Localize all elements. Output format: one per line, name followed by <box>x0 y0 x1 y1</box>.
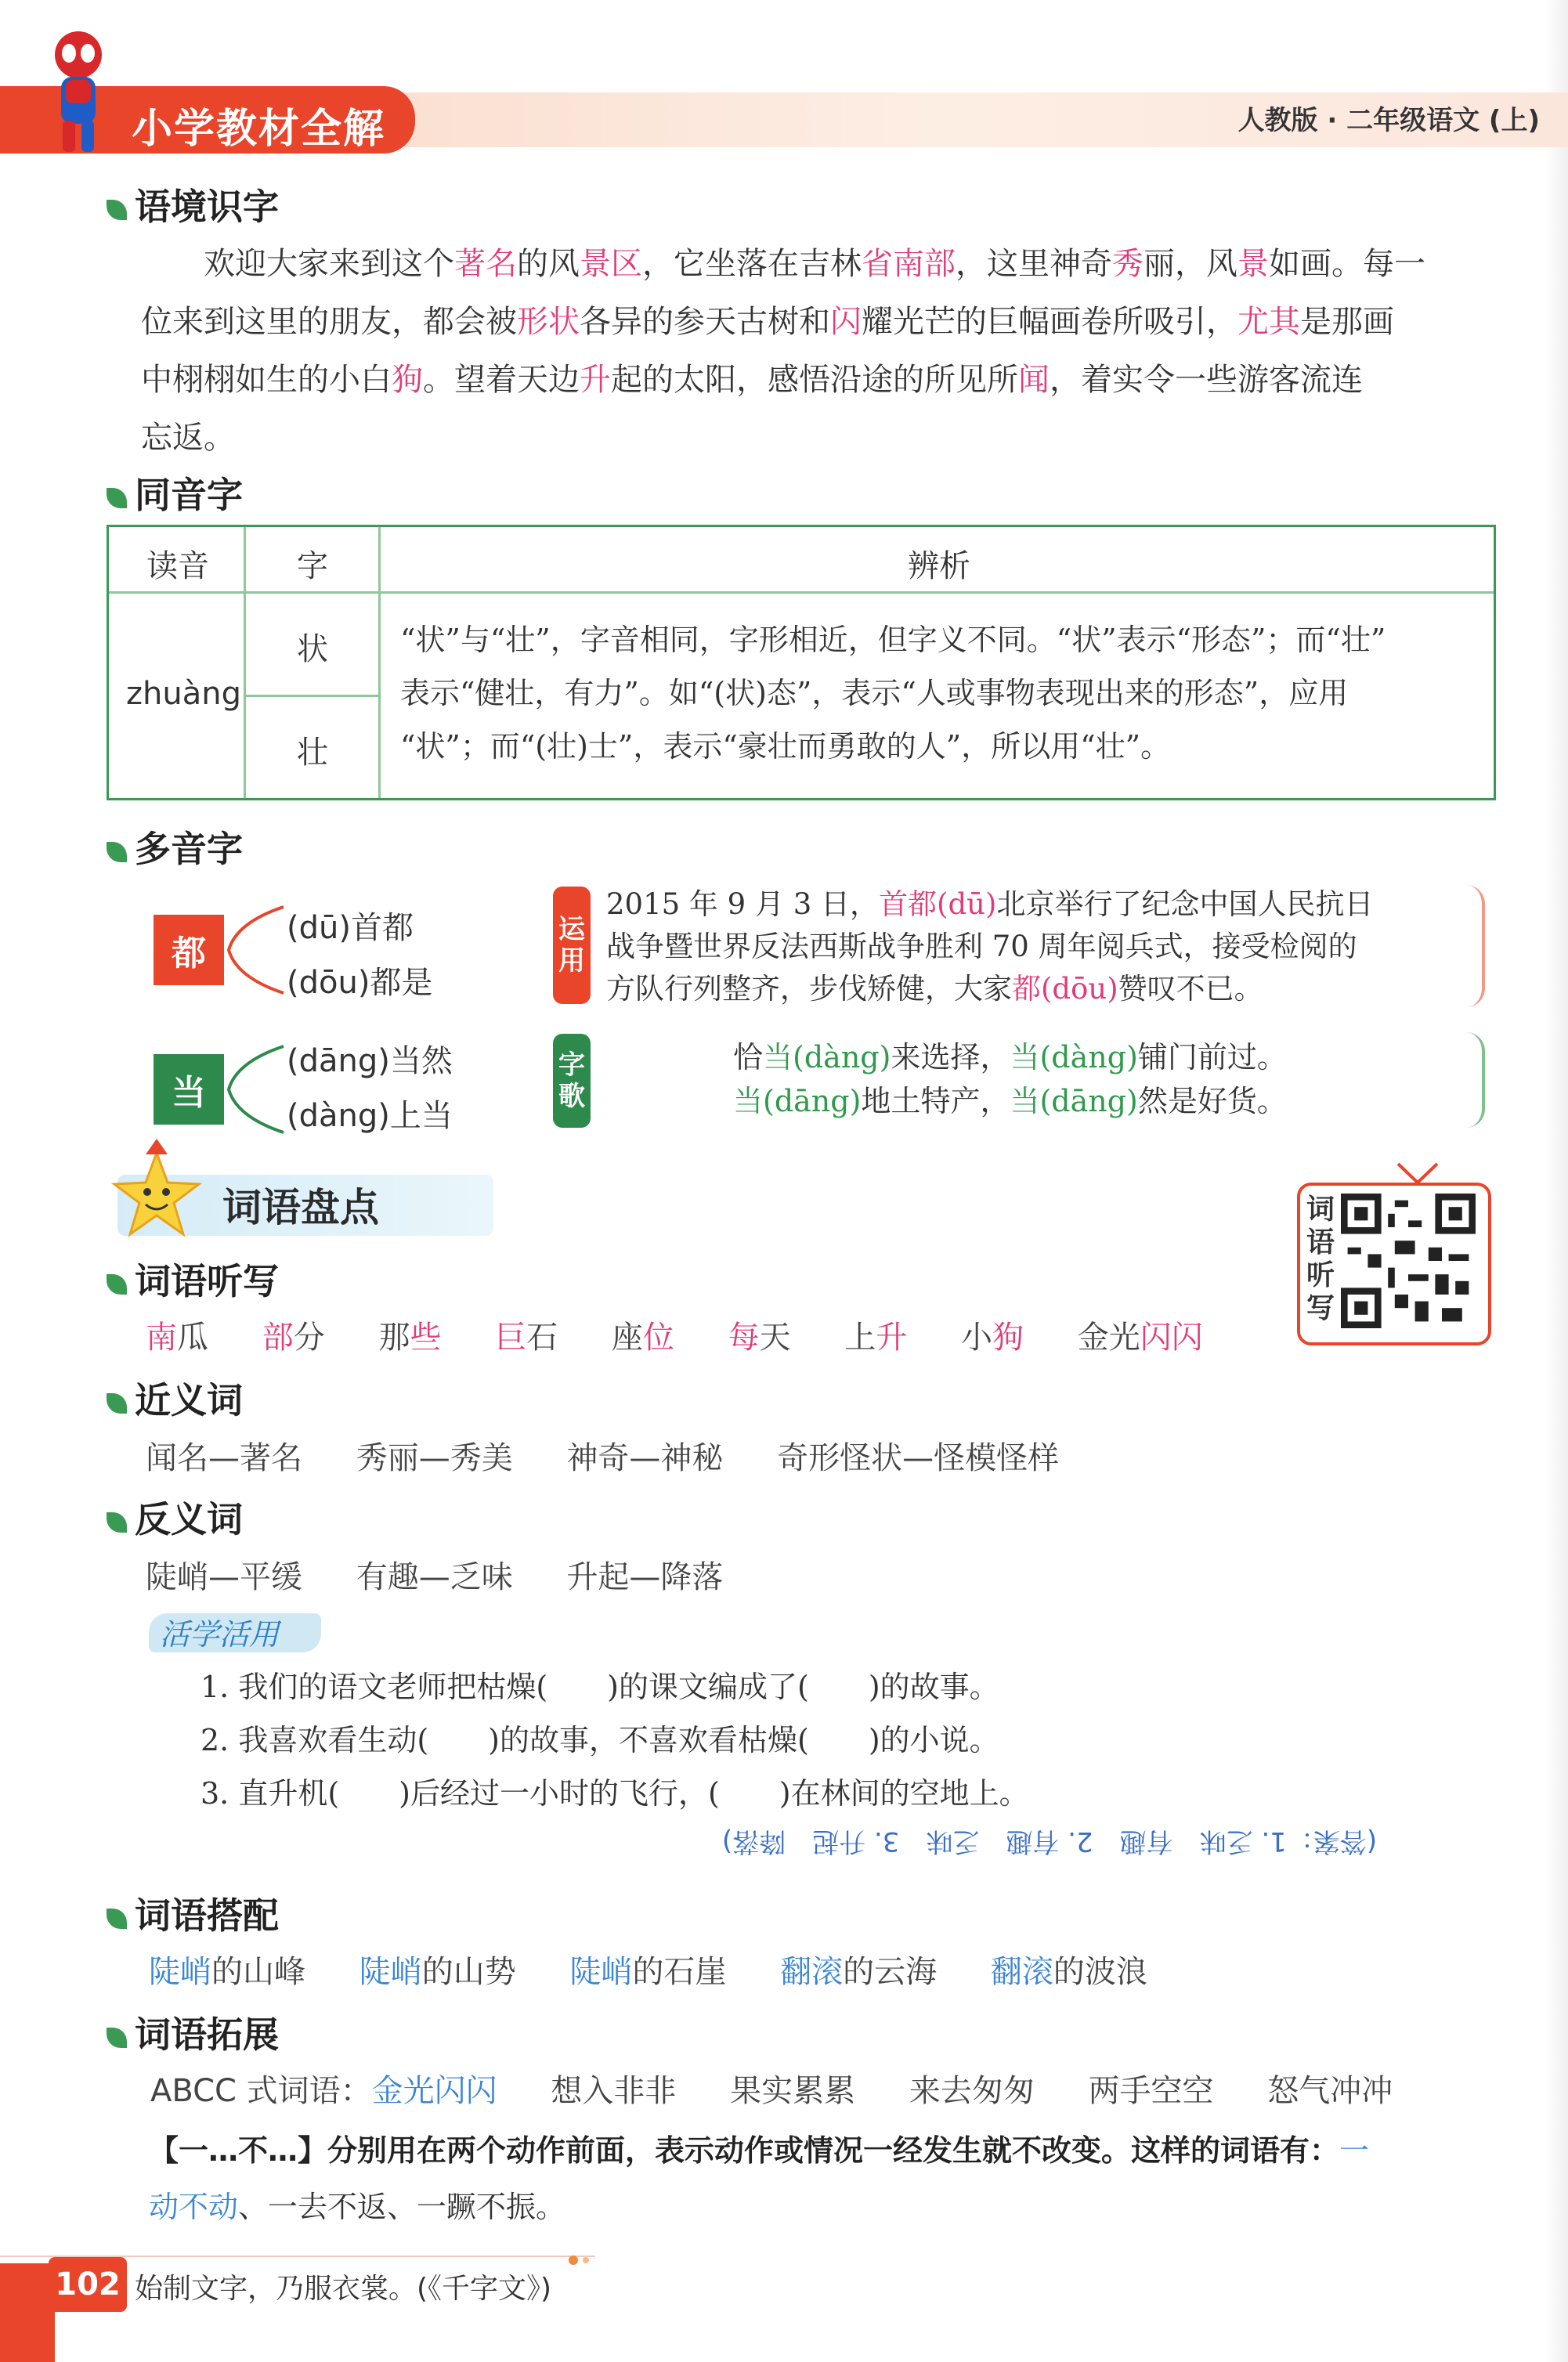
qr-label: 词语听写 <box>1306 1194 1335 1324</box>
synonym-pair: 神奇—神秘 <box>566 1440 724 1476</box>
section-title-polyphone <box>107 821 243 872</box>
context-highlight: 尤其 <box>1237 304 1300 340</box>
abcc-word: 金光闪闪 <box>371 2073 497 2109</box>
footer-dot <box>583 2257 589 2263</box>
note-text: 【一…不…】分别用在两个动作前面，表示动作或情况一经发生就不改变。这样的词语有： <box>149 2133 1340 2168</box>
usage-line: 2015 年 9 月 3 日， <box>606 887 880 921</box>
context-text: 。望着天边 <box>423 362 580 398</box>
analysis-line: “状”；而“(壮)士”，表示“豪壮而勇敢的人”，所以用“壮”。 <box>400 729 1171 764</box>
table-pinyin: zhuàng <box>126 676 241 712</box>
collocation-words <box>149 1947 1191 1992</box>
brace-icon <box>221 899 291 1001</box>
section-title-text: 词语搭配 <box>135 1894 279 1937</box>
section-title-text: 近义词 <box>135 1379 243 1421</box>
reading: (dàng)上当 <box>287 1098 453 1134</box>
context-text: 丽，风 <box>1143 246 1237 282</box>
abcc-words <box>150 2066 1436 2111</box>
table-divider <box>378 527 381 798</box>
page-number: 102 <box>49 2257 127 2312</box>
analysis-line: “状”与“壮”，字音相同，字形相近，但字义不同。“状”表示“形态”；而“壮” <box>400 623 1386 657</box>
abcc-word: 来去匆匆 <box>909 2073 1035 2109</box>
context-highlight: 形状 <box>517 304 580 340</box>
usage-line: 战争暨世界反法西斯战争胜利 70 周年阅兵式，接受检阅的 <box>606 930 1357 963</box>
section-title-text: 语境识字 <box>135 186 279 228</box>
context-text: 各异的参天古树和 <box>580 304 830 340</box>
context-text: ，着实令一些游客流连 <box>1050 362 1363 398</box>
context-text: 是那画 <box>1300 304 1394 340</box>
reading: (dōu)都是 <box>287 965 433 1001</box>
context-highlight: 闻 <box>1018 362 1050 398</box>
footer-quote: 始制文字，乃服衣裳。(《千字文》) <box>135 2273 552 2305</box>
context-highlight: 景区 <box>580 246 642 282</box>
antonym-pair: 升起—降落 <box>566 1559 724 1595</box>
context-text: ，这里神奇 <box>956 246 1112 282</box>
context-text: ，它坐落在吉林 <box>642 246 862 282</box>
table-divider <box>244 527 246 798</box>
rhyme-part: 铺门前过。 <box>1137 1040 1287 1074</box>
dictation-word: 每天 <box>728 1320 791 1356</box>
usage-line: 北京举行了纪念中国人民抗日 <box>996 887 1374 921</box>
table-divider <box>109 591 1494 594</box>
abcc-label: ABCC 式词语： <box>150 2073 372 2109</box>
section-title-antonyms <box>107 1491 243 1543</box>
brace-icon <box>221 1038 291 1140</box>
dictation-word: 金光闪闪 <box>1077 1320 1203 1356</box>
leaf-icon <box>107 488 127 508</box>
note-highlight: 一 <box>1339 2133 1370 2168</box>
synonym-pair: 闻名—著名 <box>146 1440 302 1476</box>
table-header-char: 字 <box>297 548 328 584</box>
abcc-word: 果实累累 <box>730 2073 856 2109</box>
leaf-icon <box>107 842 127 862</box>
context-lines <box>141 235 1504 467</box>
antonym-pair: 陡峭—平缓 <box>146 1559 302 1595</box>
section-title-expansion <box>107 2006 279 2058</box>
rhyme-part: 地土特产， <box>861 1084 1010 1118</box>
context-highlight: 狗 <box>392 362 423 398</box>
table-header-pinyin: 读音 <box>146 548 209 584</box>
question: 3. 直升机( )后经过一小时的飞行，( )在林间的空地上。 <box>201 1776 1029 1811</box>
practice-questions <box>201 1660 1029 1820</box>
page-edge <box>1545 0 1568 2362</box>
note-text: 、一去不返、一蹶不振。 <box>238 2190 566 2224</box>
synonym-pair: 奇形怪状—怪模怪样 <box>777 1440 1060 1476</box>
antonym-words <box>146 1552 767 1597</box>
practice-answer: (答案：1. 乏味 有趣 2. 有趣 乏味 3. 升起 降落) <box>721 1826 1378 1857</box>
context-text: 位来到这里的朋友，都会被 <box>141 304 517 340</box>
section-title-text: 词语听写 <box>135 1260 279 1302</box>
star-mascot-icon <box>110 1137 204 1239</box>
question: 2. 我喜欢看生动( )的故事，不喜欢看枯燥( )的小说。 <box>201 1723 999 1757</box>
synonym-words <box>146 1433 1103 1478</box>
rhyme-part: 然是好货。 <box>1137 1084 1287 1118</box>
question: 1. 我们的语文老师把枯燥( )的课文编成了( )的故事。 <box>201 1670 999 1704</box>
rhyme-highlight: 当(dàng) <box>763 1040 891 1074</box>
context-highlight: 省南部 <box>862 246 956 282</box>
rhyme-part: 来选择， <box>891 1040 1010 1074</box>
polyphone-readings-du <box>287 901 432 1010</box>
leaf-icon <box>107 200 127 220</box>
context-paragraph <box>141 235 1504 467</box>
rhyme-text <box>733 1035 1287 1123</box>
leaf-icon <box>107 1909 127 1929</box>
table-char: 壮 <box>297 735 328 771</box>
dictation-word: 南瓜 <box>146 1320 208 1356</box>
dictation-word: 部分 <box>262 1320 325 1356</box>
table-analysis <box>400 613 1481 773</box>
context-text: 如画。每一 <box>1269 246 1425 282</box>
rhyme-highlight: 当(dāng) <box>733 1084 862 1118</box>
context-highlight: 著名 <box>454 246 517 282</box>
word-review-title: 词语盘点 <box>222 1185 379 1230</box>
homophone-table <box>107 525 1496 800</box>
collocation: 陡峭的山峰 <box>149 1954 305 1990</box>
section-title-collocation <box>107 1887 279 1939</box>
reading: (dāng)当然 <box>287 1043 453 1079</box>
reading: (dū)首都 <box>287 910 414 946</box>
polyphone-readings-dang <box>287 1034 453 1143</box>
context-highlight: 闪 <box>830 304 862 340</box>
dictation-word: 小狗 <box>961 1320 1024 1356</box>
table-divider <box>244 695 378 697</box>
label-rhyme: 字歌 <box>553 1034 591 1128</box>
antonym-pair: 有趣—乏味 <box>356 1559 513 1595</box>
rhyme-highlight: 当(dàng) <box>1010 1040 1138 1074</box>
spiderman-mascot-icon <box>31 23 125 157</box>
context-line <box>141 293 1504 351</box>
context-line <box>141 351 1504 409</box>
collocation: 陡峭的山势 <box>359 1954 516 1990</box>
leaf-icon <box>107 1274 127 1295</box>
context-text: 忘返。 <box>141 420 235 456</box>
section-title-text: 多音字 <box>135 828 243 870</box>
note-highlight: 动不动 <box>149 2190 239 2224</box>
leaf-icon <box>107 2028 127 2048</box>
usage-highlight: 首都(dū) <box>879 887 997 921</box>
analysis-line: 表示“健壮，有力”。如“(状)态”，表示“人或事物表现出来的形态”，应用 <box>400 676 1349 710</box>
context-line <box>141 235 1504 293</box>
context-text: 的风 <box>517 246 580 282</box>
abcc-word: 怒气冲冲 <box>1267 2073 1393 2109</box>
table-char: 状 <box>297 631 328 667</box>
context-highlight: 秀 <box>1112 246 1143 282</box>
polyphone-badge-dang: 当 <box>154 1054 224 1125</box>
section-title-homophone <box>107 467 243 518</box>
section-title-text: 反义词 <box>135 1498 243 1540</box>
context-highlight: 景 <box>1237 246 1269 282</box>
dictation-word: 上升 <box>844 1320 908 1356</box>
label-usage: 运用 <box>553 887 591 1004</box>
abcc-word: 两手空空 <box>1088 2073 1214 2109</box>
abcc-word: 想入非非 <box>551 2073 677 2109</box>
rhyme-part: 恰 <box>733 1040 764 1074</box>
context-text: 中栩栩如生的小白 <box>141 362 392 398</box>
usage-line: 方队行列整齐，步伐矫健，大家 <box>606 972 1012 1006</box>
section-title-text: 词语拓展 <box>135 2013 279 2056</box>
context-highlight: 升 <box>580 362 611 398</box>
edition-label: 人教版 · 二年级语文 (上) <box>1237 105 1540 136</box>
context-line <box>141 409 1504 467</box>
dictation-word: 那些 <box>378 1320 442 1356</box>
context-text: 欢迎大家来到这个 <box>141 246 454 282</box>
dictation-words <box>146 1313 1247 1357</box>
practice-title: 活学活用 <box>160 1617 280 1652</box>
polyphone-badge-du: 都 <box>154 915 224 985</box>
brand-title: 小学教材全解 <box>132 106 386 153</box>
collocation: 翻滚的波浪 <box>990 1954 1147 1990</box>
section-title-text: 同音字 <box>135 474 243 516</box>
rhyme-highlight: 当(dāng) <box>1010 1084 1138 1118</box>
qr-code-icon[interactable] <box>1341 1194 1476 1328</box>
dictation-word: 巨石 <box>495 1320 558 1356</box>
section-title-synonyms <box>107 1372 243 1424</box>
page-tab <box>0 2263 55 2362</box>
usage-highlight: 都(dōu) <box>1012 972 1118 1006</box>
context-text: 耀光芒的巨幅画卷所吸引， <box>862 304 1237 340</box>
synonym-pair: 秀丽—秀美 <box>356 1440 513 1476</box>
section-title-dictation <box>107 1253 279 1305</box>
leaf-icon <box>107 1512 127 1533</box>
leaf-icon <box>107 1393 127 1414</box>
collocation: 陡峭的石崖 <box>569 1954 727 1990</box>
footer-dot <box>569 2255 578 2265</box>
dictation-word: 座位 <box>611 1320 674 1356</box>
context-text: 起的太阳，感悟沿途的所见所 <box>611 362 1018 398</box>
section-title-context <box>107 179 279 230</box>
table-header-analysis: 辨析 <box>908 548 970 584</box>
usage-text <box>606 883 1373 1010</box>
expansion-note <box>149 2122 1512 2235</box>
usage-line: 赞叹不已。 <box>1118 972 1263 1006</box>
collocation: 翻滚的云海 <box>780 1954 938 1990</box>
tv-antenna-icon <box>1394 1162 1441 1186</box>
